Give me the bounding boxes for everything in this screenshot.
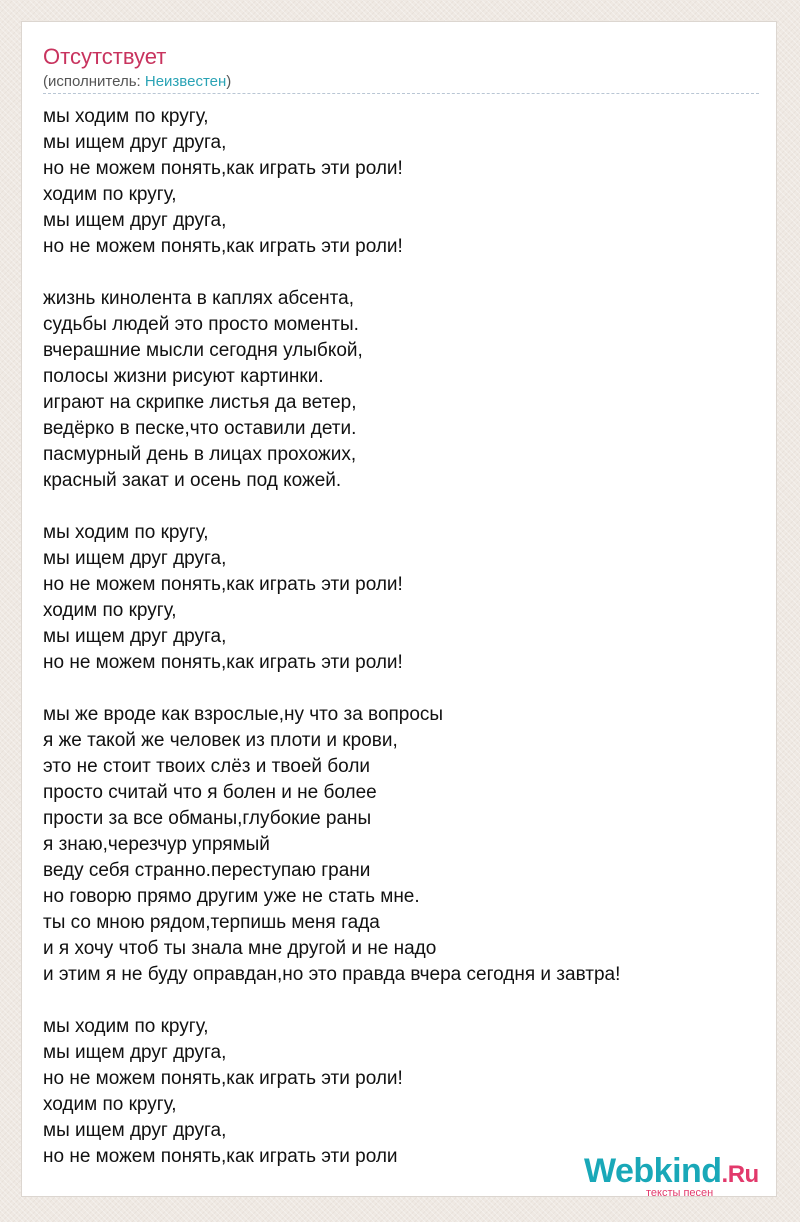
artist-suffix: ) [226,73,232,90]
lyrics-line: и этим я не буду оправдан,но это правда вчера сегодня и завтра! [43,964,621,985]
lyrics-line: мы ходим по кругу, [43,1016,209,1037]
lyrics-line: полосы жизни рисуют картинки. [43,366,324,387]
lyrics-line: ходим по кругу, [43,600,177,621]
logo-tagline: тексты песен [646,1187,714,1199]
logo-name: Webkind [584,1152,722,1190]
lyrics-line: мы ищем друг друга, [43,132,227,153]
lyrics-stanza [43,1014,759,1170]
lyrics-line: но не можем понять,как играть эти роли! [43,574,403,595]
logo-tld: .Ru [721,1161,759,1188]
lyrics-line: играют на скрипке листья да ветер, [43,392,357,413]
lyrics-line: прости за все обманы,глубокие раны [43,808,372,829]
lyrics-line: я же такой же человек из плоти и крови, [43,730,398,751]
lyrics-line: мы ищем друг друга, [43,548,227,569]
site-logo[interactable] [584,1154,784,1198]
lyrics-line: мы ищем друг друга, [43,1120,227,1141]
lyrics-stanza [43,702,759,988]
divider [43,93,759,94]
lyrics-line: но не можем понять,как играть эти роли! [43,652,403,673]
lyrics-line: но не можем понять,как играть эти роли [43,1146,398,1167]
lyrics-stanza [43,520,759,676]
lyrics-stanza [43,104,759,260]
lyrics-line: судьбы людей это просто моменты. [43,314,359,335]
lyrics-line: но не можем понять,как играть эти роли! [43,236,403,257]
lyrics-line: веду себя странно.переступаю грани [43,860,371,881]
lyrics-line: ведёрко в песке,что оставили дети. [43,418,357,439]
lyrics-text [43,104,759,1196]
lyrics-line: пасмурный день в лицах прохожих, [43,444,357,465]
lyrics-line: жизнь кинолента в каплях абсента, [43,288,354,309]
lyrics-line: мы ищем друг друга, [43,626,227,647]
artist-link[interactable]: Неизвестен [144,73,227,90]
lyrics-line: мы ходим по кругу, [43,106,209,127]
lyrics-line: и я хочу чтоб ты знала мне другой и не надо [43,938,437,959]
lyrics-line: мы ходим по кругу, [43,522,209,543]
lyrics-line: ты со мною рядом,терпишь меня гада [43,912,380,933]
lyrics-line: но не можем понять,как играть эти роли! [43,158,403,179]
lyrics-line: мы же вроде как взрослые,ну что за вопросы [43,704,444,725]
lyrics-line: это не стоит твоих слёз и твоей боли [43,756,371,777]
lyrics-line: вчерашние мысли сегодня улыбкой, [43,340,363,361]
lyrics-line: мы ищем друг друга, [43,1042,227,1063]
lyrics-line: ходим по кругу, [43,184,177,205]
lyrics-line: но не можем понять,как играть эти роли! [43,1068,403,1089]
artist-line [43,72,231,92]
lyrics-line: просто считай что я болен и не более [43,782,377,803]
artist-prefix: (исполнитель: [43,73,145,90]
lyrics-line: ходим по кругу, [43,1094,177,1115]
lyrics-line: мы ищем друг друга, [43,210,227,231]
song-title: Отсутствует [43,44,167,69]
lyrics-card [21,21,777,1197]
lyrics-stanza [43,286,759,494]
lyrics-line: красный закат и осень под кожей. [43,470,342,491]
lyrics-line: я знаю,черезчур упрямый [43,834,270,855]
lyrics-line: но говорю прямо другим уже не стать мне. [43,886,420,907]
